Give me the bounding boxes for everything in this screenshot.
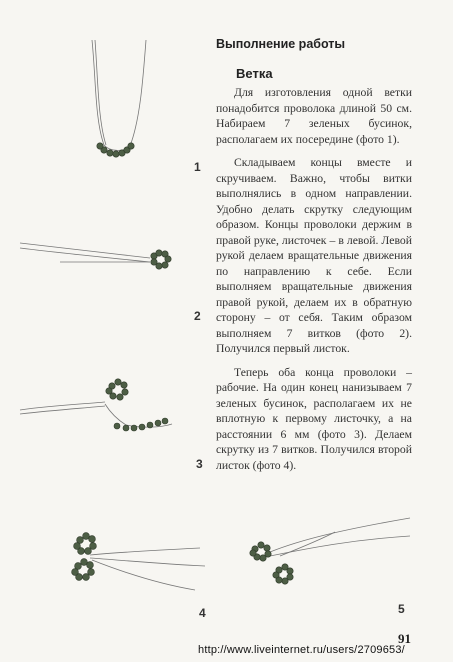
photo-number-5: 5 <box>398 602 405 616</box>
photo-4-two-leaves <box>72 533 205 590</box>
photo-5-branch <box>250 518 410 584</box>
photo-number-3: 3 <box>196 457 203 471</box>
footer-url: http://www.liveinternet.ru/users/2709653/ <box>198 644 405 656</box>
section-heading: Выполнение работы <box>216 37 346 51</box>
instruction-text <box>216 85 412 481</box>
paragraph-3: Теперь оба конца проволоки – рабочие. На один конец нанизываем 7 зеленых бусинок, располагаем их не вплотную к первому листочку, а на расстоянии 6 мм (фото 3). Делаем скрутку из 7 витков. Получился второй листок (фото 4). <box>216 365 412 472</box>
paragraph-2: Складываем концы вместе и скручиваем. Важно, чтобы витки выполнялись в одном направлении. Удобно делать скрутку следующим образом. Концы проволоки держим в правой руке, листочек – в левой. Левой рукой делаем вращательные движения по направлению к себе. Если выполняем вращательные движения правой рукой, делаем их в обратную сторону – от себя. Таким образом выполняем 7 витков (фото 2). Получился первый листок. <box>216 156 412 355</box>
photo-number-1: 1 <box>194 160 201 174</box>
photo-number-4: 4 <box>199 606 206 620</box>
photo-1-wire-with-beads <box>92 40 146 157</box>
subsection-heading: Ветка <box>236 66 273 81</box>
page-number: 91 <box>398 631 411 646</box>
photo-2-first-leaf <box>20 243 171 269</box>
photo-number-2: 2 <box>194 309 201 323</box>
paragraph-1: Для изготовления одной ветки понадобится проволока длиной 50 см. Набираем 7 зеленых бусинок, располагаем их посередине (фото 1). <box>216 86 412 146</box>
photo-3-second-leaf-start <box>20 379 172 431</box>
